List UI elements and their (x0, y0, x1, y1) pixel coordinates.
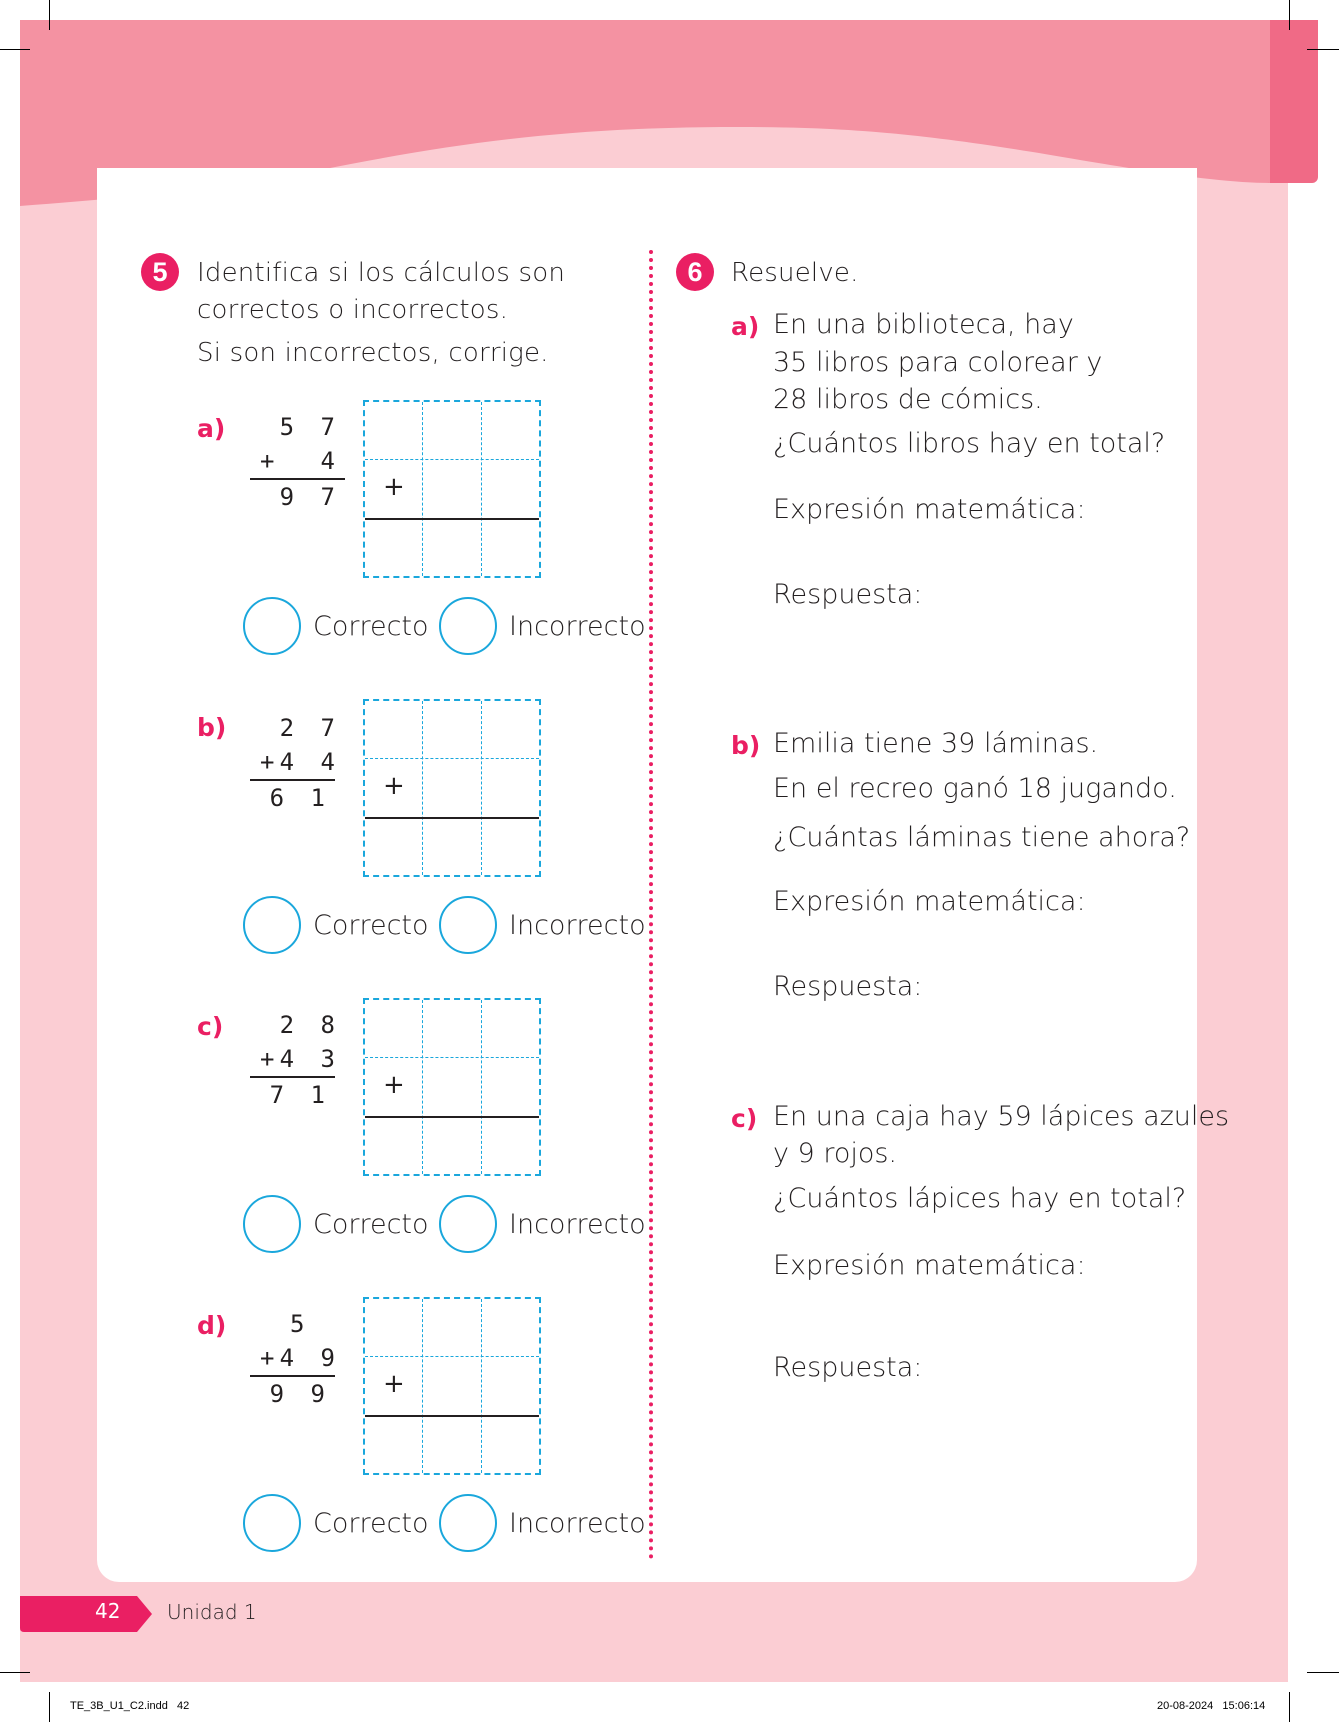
radio-circle[interactable] (439, 1195, 497, 1253)
addend-row (250, 1341, 345, 1375)
item-letter: a) (197, 414, 226, 443)
radio-circle[interactable] (243, 896, 301, 954)
exercise-6-badge: 6 (676, 253, 714, 291)
problem-letter: a) (731, 312, 760, 341)
result-number: 7 1 (269, 1081, 331, 1109)
option-incorrect[interactable] (439, 1494, 646, 1552)
top-number: 5 7 (279, 413, 341, 441)
crop-mark (49, 0, 50, 30)
crop-mark (0, 1672, 30, 1673)
correction-grid[interactable] (363, 998, 541, 1176)
crop-mark (1307, 49, 1339, 50)
result-number: 9 9 (269, 1380, 331, 1408)
problem-line: ¿Cuántos libros hay en total? (773, 428, 1166, 459)
answer-label: Respuesta: (773, 971, 923, 1002)
radio-circle[interactable] (439, 1494, 497, 1552)
option-incorrect[interactable] (439, 597, 646, 655)
radio-circle[interactable] (243, 1195, 301, 1253)
crop-mark (1289, 0, 1290, 30)
addend-row (250, 745, 345, 779)
addend-row (250, 444, 345, 478)
problem-line: 28 libros de cómics. (773, 384, 1043, 415)
correction-grid[interactable] (363, 400, 541, 578)
exercise-5-instruction (197, 254, 565, 373)
vertical-addition (250, 410, 345, 514)
page-number-tab (20, 1596, 152, 1632)
option-label: Correcto (313, 909, 429, 941)
item-letter: b) (197, 713, 227, 742)
expression-label: Expresión matemática: (773, 886, 1086, 917)
option-correct[interactable] (243, 597, 429, 655)
answer-label: Respuesta: (773, 579, 923, 610)
problem-line: Emilia tiene 39 láminas. (773, 728, 1099, 759)
item-letter: c) (197, 1012, 224, 1041)
plus-sign: + (260, 748, 275, 776)
vertical-addition (250, 1307, 345, 1411)
grid-plus-sign: + (383, 1070, 405, 1100)
vertical-addition (250, 1008, 345, 1112)
problem-letter: c) (731, 1104, 758, 1133)
problem-line: En el recreo ganó 18 jugando. (773, 773, 1177, 804)
instruction-line: correctos o incorrectos. (197, 295, 509, 325)
radio-circle[interactable] (243, 1494, 301, 1552)
plus-sign: + (260, 1045, 275, 1073)
answer-label: Respuesta: (773, 1352, 923, 1383)
instruction-line: Identifica si los cálculos son (197, 258, 566, 288)
exercise-6-instruction: Resuelve. (731, 258, 859, 288)
option-correct[interactable] (243, 896, 429, 954)
option-label: Correcto (313, 1208, 429, 1240)
radio-circle[interactable] (439, 896, 497, 954)
option-incorrect[interactable] (439, 896, 646, 954)
grid-plus-sign: + (383, 1369, 405, 1399)
radio-circle[interactable] (243, 597, 301, 655)
addend: 4 3 (279, 1045, 341, 1073)
exercise-5-badge: 5 (141, 253, 179, 291)
crop-mark (1289, 1692, 1290, 1722)
top-number: 2 8 (279, 1011, 341, 1039)
problem-line: ¿Cuántas láminas tiene ahora? (773, 822, 1191, 853)
bleed-strip (1268, 20, 1318, 183)
problem-letter: b) (731, 731, 761, 760)
correction-grid[interactable] (363, 699, 541, 877)
top-number: 2 7 (279, 714, 341, 742)
result-number: 6 1 (269, 784, 331, 812)
addend: 4 9 (279, 1344, 341, 1372)
crop-mark (0, 49, 30, 50)
plus-sign: + (260, 447, 275, 475)
expression-label: Expresión matemática: (773, 1250, 1086, 1281)
problem-line: En una caja hay 59 lápices azules (773, 1101, 1230, 1132)
result-number: 9 7 (279, 483, 341, 511)
option-correct[interactable] (243, 1195, 429, 1253)
expression-label: Expresión matemática: (773, 494, 1086, 525)
option-label: Incorrecto (509, 1507, 646, 1539)
option-label: Incorrecto (509, 610, 646, 642)
radio-circle[interactable] (439, 597, 497, 655)
option-label: Correcto (313, 1507, 429, 1539)
problem-line: ¿Cuántos lápices hay en total? (773, 1183, 1187, 1214)
addend: 4 (320, 447, 341, 475)
grid-plus-sign: + (383, 771, 405, 801)
top-number: 5 (290, 1310, 311, 1338)
crop-mark (1307, 1672, 1339, 1673)
item-letter: d) (197, 1311, 227, 1340)
slug-file: TE_3B_U1_C2.indd 42 (70, 1700, 190, 1712)
column-divider (649, 250, 653, 1560)
addend: 4 4 (279, 748, 341, 776)
option-incorrect[interactable] (439, 1195, 646, 1253)
crop-mark (49, 1692, 50, 1722)
unit-label: Unidad 1 (167, 1600, 257, 1624)
option-label: Incorrecto (509, 909, 646, 941)
option-correct[interactable] (243, 1494, 429, 1552)
page-number: 42 (95, 1599, 121, 1623)
grid-plus-sign: + (383, 472, 405, 502)
slug-timestamp: 20-08-2024 15:06:14 (1157, 1700, 1266, 1712)
option-label: Correcto (313, 610, 429, 642)
plus-sign: + (260, 1344, 275, 1372)
problem-line: y 9 rojos. (773, 1138, 898, 1169)
instruction-line: Si son incorrectos, corrige. (197, 338, 549, 368)
addend-row (250, 1042, 345, 1076)
option-label: Incorrecto (509, 1208, 646, 1240)
problem-line: 35 libros para colorear y (773, 347, 1103, 378)
problem-line: En una biblioteca, hay (773, 309, 1074, 340)
vertical-addition (250, 711, 345, 815)
correction-grid[interactable] (363, 1297, 541, 1475)
